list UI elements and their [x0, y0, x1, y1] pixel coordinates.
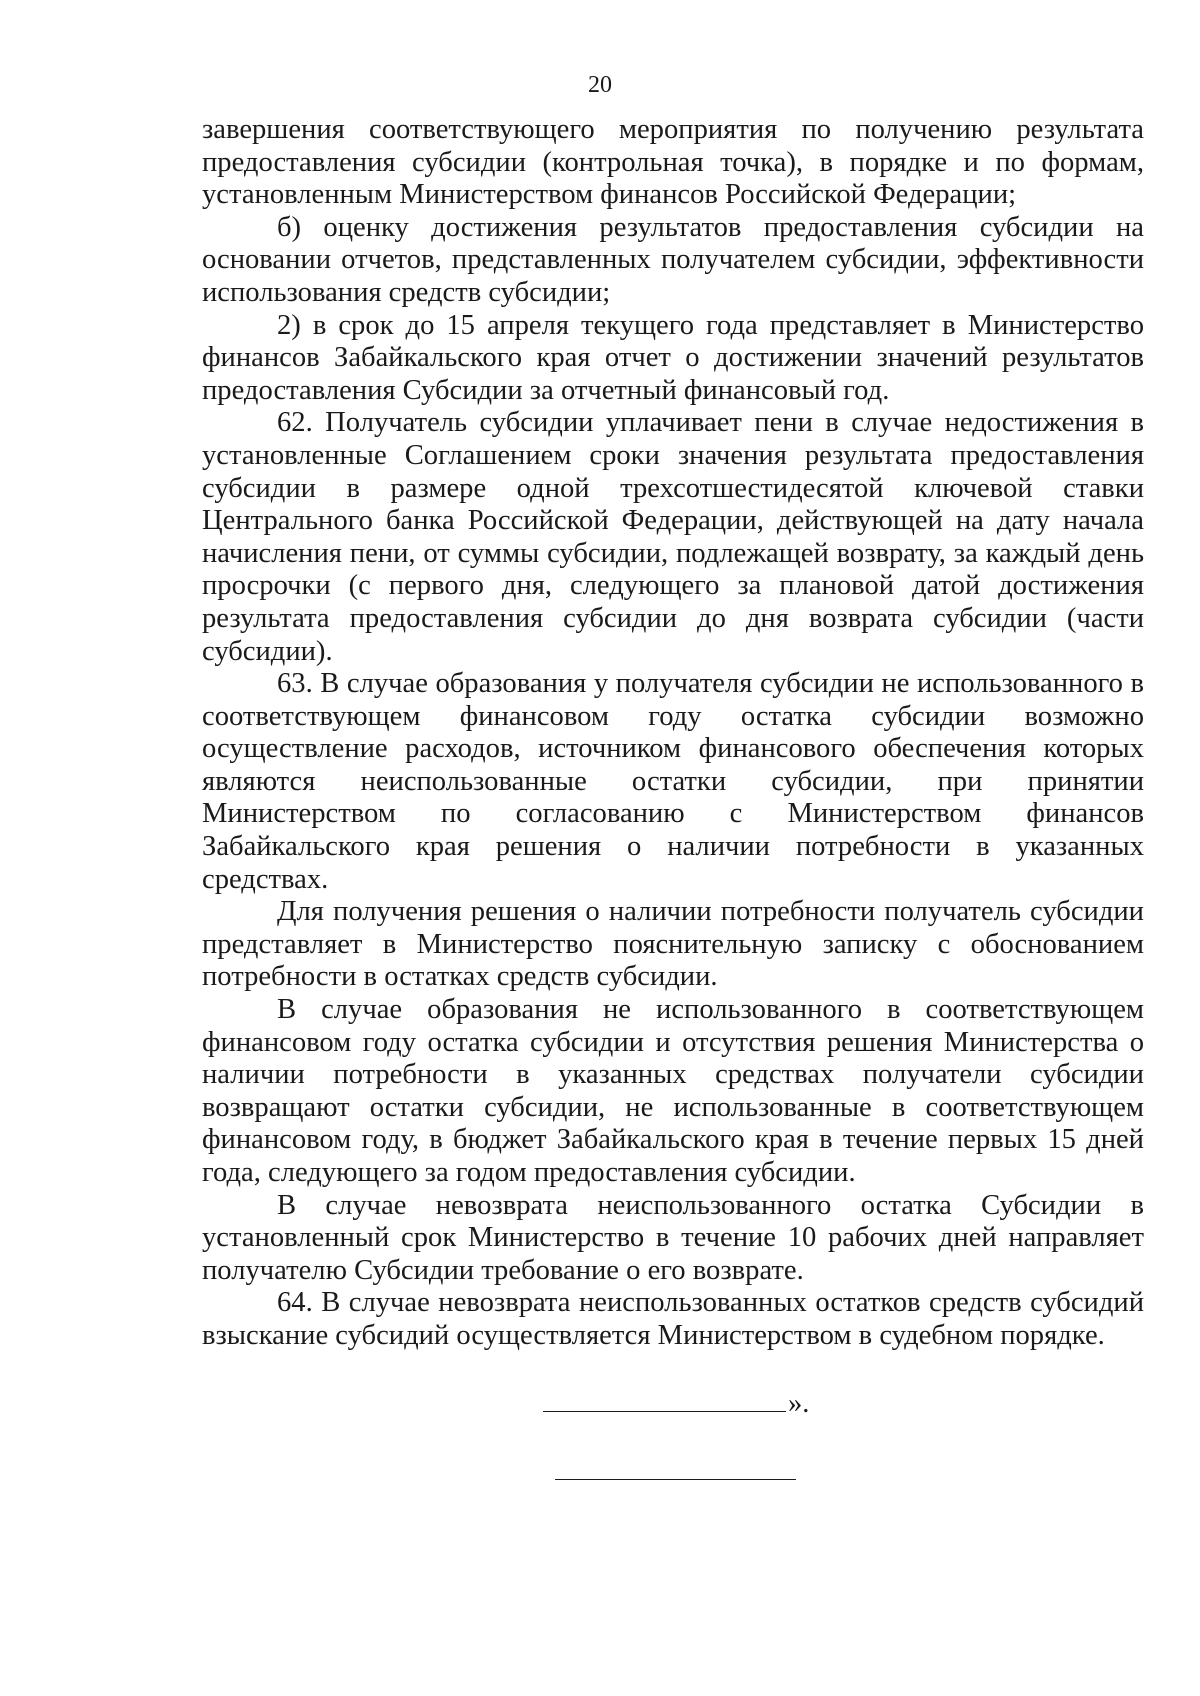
- paragraph-63-nonreturn: В случае невозврата неиспользованного остатка Субсидии в установленный срок Министерство в течение 10 рабочих дней направляет получателю Субсидии требование о его возврате.: [202, 1189, 1144, 1286]
- closing-line: [543, 1388, 809, 1420]
- end-divider: [555, 1479, 796, 1480]
- paragraph-63-decision: Для получения решения о наличии потребности получатель субсидии представляет в Министерство пояснительную записку с обоснованием потребности в остатках средств субсидии.: [202, 896, 1144, 993]
- paragraph-62: 62. Получатель субсидии уплачивает пени в случае недостижения в установленные Соглашением сроки значения результата предоставления субсидии в размере одной трехсотшестидесятой ключевой ставки Центрального банка Российской Федерации, действующей на дату начала начисления пени, от суммы субсидии, подлежащей возврату, за каждый день просрочки (с первого дня, следующего за плановой датой достижения результата предоставления субсидии до дня возврата субсидии (части субсидии).: [202, 407, 1144, 667]
- closing-underline: [543, 1389, 786, 1412]
- document-body: [202, 114, 1144, 1353]
- paragraph-item-2: 2) в срок до 15 апреля текущего года представляет в Министерство финансов Забайкальского края отчет о достижении значений результатов предоставления Субсидии за отчетный финансовый год.: [202, 309, 1144, 406]
- paragraph-63-return: В случае образования не использованного в соответствующем финансовом году остатка субсидии и отсутствия решения Министерства о наличии потребности в указанных средствах получатели субсидии возвращают остатки субсидии, не использованные в соответствующем финансовом году, в бюджет Забайкальского края в течение первых 15 дней года, следующего за годом предоставления субсидии.: [202, 994, 1144, 1188]
- paragraph-item-b: б) оценку достижения результатов предоставления субсидии на основании отчетов, представленных получателем субсидии, эффективности использования средств субсидии;: [202, 211, 1144, 308]
- paragraph-64: 64. В случае невозврата неиспользованных остатков средств субсидий взыскание субсидий осуществляется Министерством в судебном порядке.: [202, 1287, 1144, 1351]
- closing-quote-mark: ».: [788, 1388, 810, 1419]
- paragraph-63: 63. В случае образования у получателя субсидии не использованного в соответствующем финансовом году остатка субсидии возможно осуществление расходов, источником финансового обеспечения которых являются неиспользованные остатки субсидии, при принятии Министерством по согласованию с Министерством финансов Забайкальского края решения о наличии потребности в указанных средствах.: [202, 668, 1144, 895]
- paragraph-continuation: завершения соответствующего мероприятия по получению результата предоставления субсидии (контрольная точка), в порядке и по формам, установленным Министерством финансов Российской Федерации;: [202, 114, 1144, 211]
- page-number: 20: [588, 72, 612, 98]
